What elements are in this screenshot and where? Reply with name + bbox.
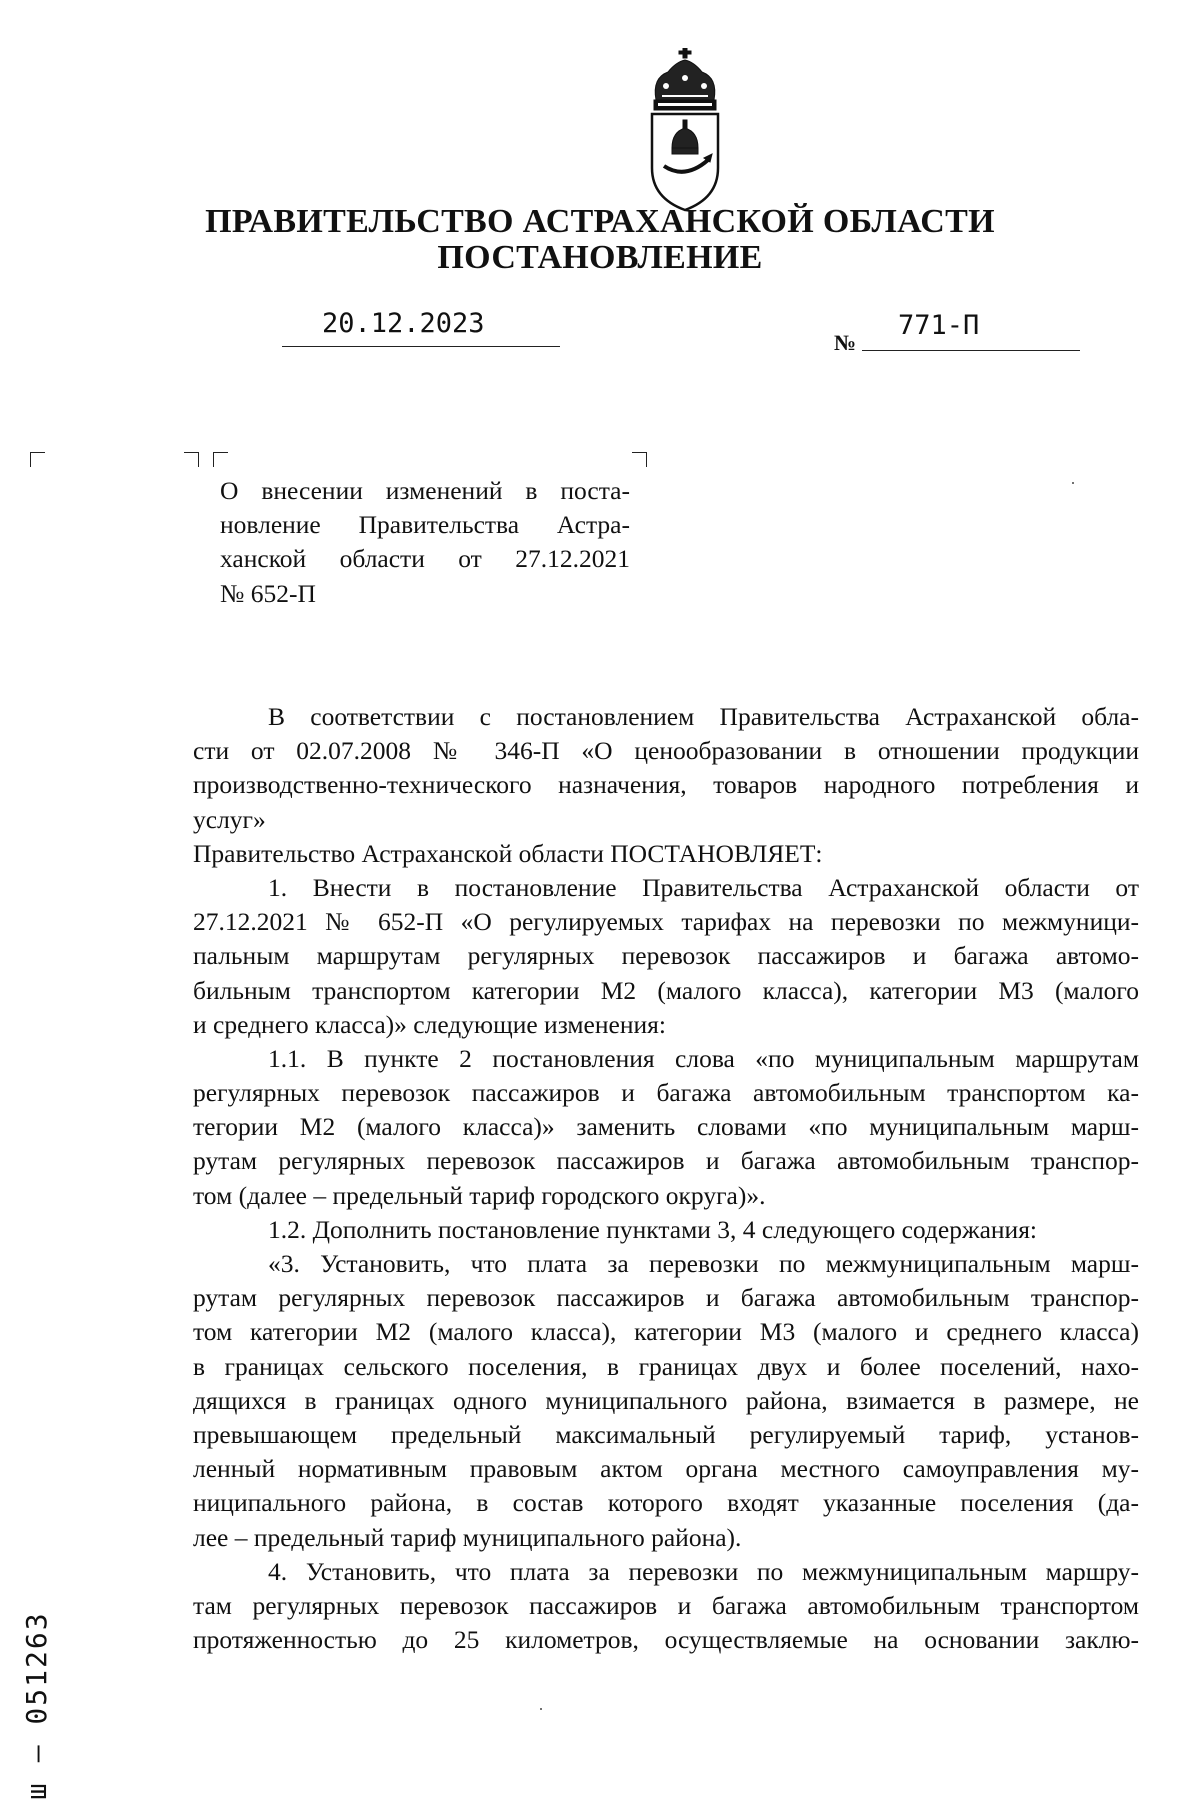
body-line: пальным маршрутам регулярных перевозок пассажиров и багажа автомо- bbox=[193, 941, 1139, 971]
body-line: ленный нормативным правовым актом органа местного самоуправления му- bbox=[193, 1454, 1139, 1484]
title-line: новление Правительства Астра- bbox=[220, 510, 630, 540]
body-line: лее – предельный тариф муниципального района). bbox=[193, 1522, 742, 1552]
document-type-heading: ПОСТАНОВЛЕНИЕ bbox=[437, 239, 763, 276]
side-registration-code: ш – 051263 bbox=[20, 1611, 53, 1800]
body-line: дящихся в границах одного муниципального района, взимается в размере, не bbox=[193, 1385, 1139, 1415]
body-line: протяженностью до 25 километров, осуществляемые на основании заклю- bbox=[193, 1625, 1139, 1655]
number-sign: № bbox=[834, 330, 857, 355]
body-line: 1.2. Дополнить постановление пунктами 3, 4 следующего содержания: bbox=[268, 1214, 1038, 1244]
body-line: и среднего класса)» следующие изменения: bbox=[193, 1009, 666, 1039]
document-date: 20.12.2023 bbox=[322, 308, 485, 339]
body-line: 27.12.2021 № 652-П «О регулируемых тарифах на перевозки по межмуници- bbox=[193, 907, 1139, 937]
body-line: том (далее – предельный тариф городского округа)». bbox=[193, 1180, 766, 1210]
body-line: регулярных перевозок пассажиров и багажа автомобильным транспортом ка- bbox=[193, 1078, 1139, 1108]
body-line: производственно-технического назначения, товаров народного потребления и bbox=[193, 770, 1139, 800]
title-line: О внесении изменений в поста- bbox=[220, 476, 630, 505]
number-underline bbox=[862, 350, 1080, 351]
coat-of-arms-emblem bbox=[642, 48, 728, 212]
body-line: сти от 02.07.2008 № 346-П «О ценообразовании в отношении продукции bbox=[193, 736, 1139, 766]
title-bracket-left bbox=[213, 452, 228, 467]
body-line: в границах сельского поселения, в границах двух и более поселений, нахо- bbox=[193, 1351, 1139, 1381]
body-line: 1.1. В пункте 2 постановления слова «по муниципальным маршрутам bbox=[268, 1043, 1139, 1073]
body-line: Правительство Астраханской области ПОСТАНОВЛЯЕТ: bbox=[193, 838, 823, 868]
body-line: услуг» bbox=[193, 804, 266, 834]
title-bracket-mark bbox=[184, 452, 199, 467]
body-line: рутам регулярных перевозок пассажиров и багажа автомобильным транспор- bbox=[193, 1283, 1139, 1313]
body-line: 4. Установить, что плата за перевозки по межмуниципальным маршру- bbox=[268, 1556, 1139, 1586]
margin-corner-mark bbox=[30, 452, 45, 467]
scan-speck bbox=[540, 1708, 542, 1710]
document-number: 771-П bbox=[898, 310, 980, 341]
scan-speck bbox=[1072, 482, 1074, 484]
body-line: В соответствии с постановлением Правительства Астраханской обла- bbox=[268, 702, 1139, 731]
body-line: тегории М2 (малого класса)» заменить словами «по муниципальным марш- bbox=[193, 1112, 1139, 1142]
body-line: том категории М2 (малого класса), категории М3 (малого и среднего класса) bbox=[193, 1317, 1139, 1347]
organization-heading: ПРАВИТЕЛЬСТВО АСТРАХАНСКОЙ ОБЛАСТИ bbox=[205, 203, 995, 240]
title-line: ханской области от 27.12.2021 bbox=[220, 544, 630, 574]
body-line: бильным транспортом категории М2 (малого класса), категории М3 (малого bbox=[193, 975, 1139, 1005]
title-line: № 652-П bbox=[220, 578, 316, 608]
date-underline bbox=[282, 346, 560, 347]
body-line: превышающем предельный максимальный регулируемый тариф, установ- bbox=[193, 1419, 1139, 1449]
body-line: там регулярных перевозок пассажиров и багажа автомобильным транспортом bbox=[193, 1590, 1139, 1620]
body-line: 1. Внести в постановление Правительства Астраханской области от bbox=[268, 872, 1139, 902]
document-body bbox=[193, 700, 1139, 1657]
body-line: рутам регулярных перевозок пассажиров и багажа автомобильным транспор- bbox=[193, 1146, 1139, 1176]
document-title bbox=[220, 476, 630, 613]
body-line: ниципального района, в состав которого входят указанные поселения (да- bbox=[193, 1488, 1139, 1518]
title-bracket-right bbox=[632, 452, 647, 467]
body-line: «3. Установить, что плата за перевозки по межмуниципальным марш- bbox=[268, 1249, 1139, 1278]
